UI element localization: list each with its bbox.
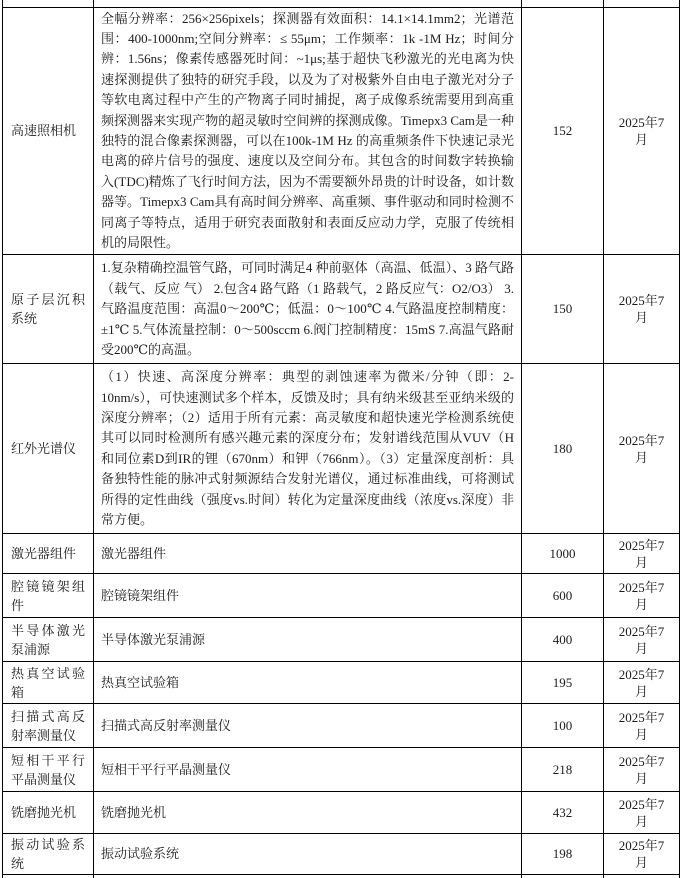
equipment-description-cell: 短相干平行平晶测量仪 bbox=[94, 748, 522, 792]
equipment-date-cell: 2025年7月 bbox=[604, 834, 680, 875]
equipment-date-cell: 2025年7月 bbox=[604, 364, 680, 534]
equipment-date-cell: 2025年7月 bbox=[604, 618, 680, 662]
empty-cell bbox=[94, 0, 522, 7]
equipment-description-cell: 腔镜镜架组件 bbox=[94, 574, 522, 618]
equipment-value-cell: 150 bbox=[522, 255, 604, 364]
equipment-description-cell: 扫描式高反射率测量仪 bbox=[94, 704, 522, 748]
equipment-name-cell: 短相干平行平晶测量仪 bbox=[3, 748, 94, 792]
equipment-description-cell: （1）快速、高深度分辨率：典型的剥蚀速率为微米/分钟（即：2-10nm/s），可快速测试多个样本，反馈及时；具有纳米级甚至亚纳米级的深度分辨率；（2）适用于所有元素：高灵敏度和超快速光学检测系统使其可以同时检测所有感兴趣元素的深度分布；发射谱线范围从VUV（H和同位素D到IR的锂（670nm）和钾（766nm）。（3）定量深度剖析：具备独特性能的脉冲式射频源结合发射光谱仪，通过标准曲线，可将测试所得的定性曲线（强度vs.时间）转化为定量深度曲线（浓度vs.深度）非常方便。 bbox=[94, 364, 522, 534]
equipment-date-cell: 2025年7月 bbox=[604, 255, 680, 364]
equipment-date-cell: 2025年7月 bbox=[604, 792, 680, 834]
equipment-description-cell: 振动试验系统 bbox=[94, 834, 522, 875]
equipment-description-cell: 半导体激光泵浦源 bbox=[94, 618, 522, 662]
equipment-name-cell: 高速照相机 bbox=[3, 7, 94, 255]
equipment-description-cell: 激光器组件 bbox=[94, 534, 522, 574]
equipment-value-cell: 432 bbox=[522, 792, 604, 834]
empty-cell bbox=[604, 0, 680, 7]
equipment-description-cell: 全幅分辨率：256×256pixels；探测器有效面积：14.1×14.1mm2；光谱范围：400-1000nm;空间分辨率：≤ 55μm；工作频率：1k -1M Hz；时间分辨：1.56ns；像素传感器死时间：~1μs;基于超快飞秒激光的光电离为快速探测提供了独特的研究手段，以及为了对极紫外自由电子激光对分子等软电离过程中产生的产物离子同时捕捉，离子成像系统需要用到高重频探测器来实现产物的超灵敏时空间辨的探测成像。Timepx3 Cam是一种独特的混合像素探测器，可以在100k-1M Hz 的高重频条件下快速记录光电离的碎片信号的强度、速度以及空间分布。其包含的时间数字转换输入(TDC)精炼了飞行时间方法，因为不需要额外昂贵的计时设备，如计数器等。Timepx3 Cam具有高时间分辨率、高重频、事件驱动和同时检测不同离子等特点，适用于研究表面散射和表面反应动力学，克服了传统相机的局限性。 bbox=[94, 7, 522, 255]
equipment-name-cell: 铣磨抛光机 bbox=[3, 792, 94, 834]
equipment-description-cell: 热真空试验箱 bbox=[94, 662, 522, 704]
equipment-value-cell: 400 bbox=[522, 618, 604, 662]
equipment-name-cell: 半导体激光泵浦源 bbox=[3, 618, 94, 662]
equipment-date-cell: 2025年7月 bbox=[604, 534, 680, 574]
table-row bbox=[3, 704, 680, 748]
equipment-name-cell: 腔镜镜架组件 bbox=[3, 574, 94, 618]
equipment-value-cell: 1000 bbox=[522, 534, 604, 574]
equipment-name-cell: 热真空试验箱 bbox=[3, 662, 94, 704]
equipment-table bbox=[2, 0, 680, 878]
table-row bbox=[3, 748, 680, 792]
equipment-value-cell: 198 bbox=[522, 834, 604, 875]
empty-cell bbox=[3, 0, 94, 7]
equipment-date-cell: 2025年7月 bbox=[604, 7, 680, 255]
equipment-date-cell: 2025年7月 bbox=[604, 662, 680, 704]
equipment-value-cell: 195 bbox=[522, 662, 604, 704]
equipment-name-cell: 振动试验系统 bbox=[3, 834, 94, 875]
equipment-value-cell: 180 bbox=[522, 364, 604, 534]
table-row bbox=[3, 255, 680, 364]
table-row bbox=[3, 7, 680, 255]
equipment-value-cell: 152 bbox=[522, 7, 604, 255]
table-row-cutoff-top bbox=[3, 0, 680, 7]
equipment-name-cell: 原子层沉积系统 bbox=[3, 255, 94, 364]
equipment-date-cell: 2025年7月 bbox=[604, 574, 680, 618]
equipment-value-cell: 600 bbox=[522, 574, 604, 618]
equipment-name-cell: 激光器组件 bbox=[3, 534, 94, 574]
empty-cell bbox=[522, 0, 604, 7]
equipment-date-cell: 2025年7月 bbox=[604, 704, 680, 748]
equipment-name-cell: 扫描式高反射率测量仪 bbox=[3, 704, 94, 748]
table-row bbox=[3, 364, 680, 534]
table-row bbox=[3, 834, 680, 875]
equipment-value-cell: 218 bbox=[522, 748, 604, 792]
equipment-name-cell: 红外光谱仪 bbox=[3, 364, 94, 534]
table-row bbox=[3, 662, 680, 704]
table-row bbox=[3, 792, 680, 834]
table-row bbox=[3, 574, 680, 618]
equipment-description-cell: 1.复杂精确控温管气路，可同时满足4 种前驱体（高温、低温）、3 路气路（载气、反应 气） 2.包含4 路气路（1 路载气，2 路反应气：O2/O3） 3.气路温度范围：高温0～200℃；低温：0～100℃ 4.气路温度控制精度：±1℃ 5.气体流量控制：0～500sccm 6.阀门控制精度：15mS 7.高温气路耐受200℃的高温。 bbox=[94, 255, 522, 364]
table-row bbox=[3, 534, 680, 574]
table-row bbox=[3, 618, 680, 662]
equipment-description-cell: 铣磨抛光机 bbox=[94, 792, 522, 834]
equipment-date-cell: 2025年7月 bbox=[604, 748, 680, 792]
equipment-value-cell: 100 bbox=[522, 704, 604, 748]
